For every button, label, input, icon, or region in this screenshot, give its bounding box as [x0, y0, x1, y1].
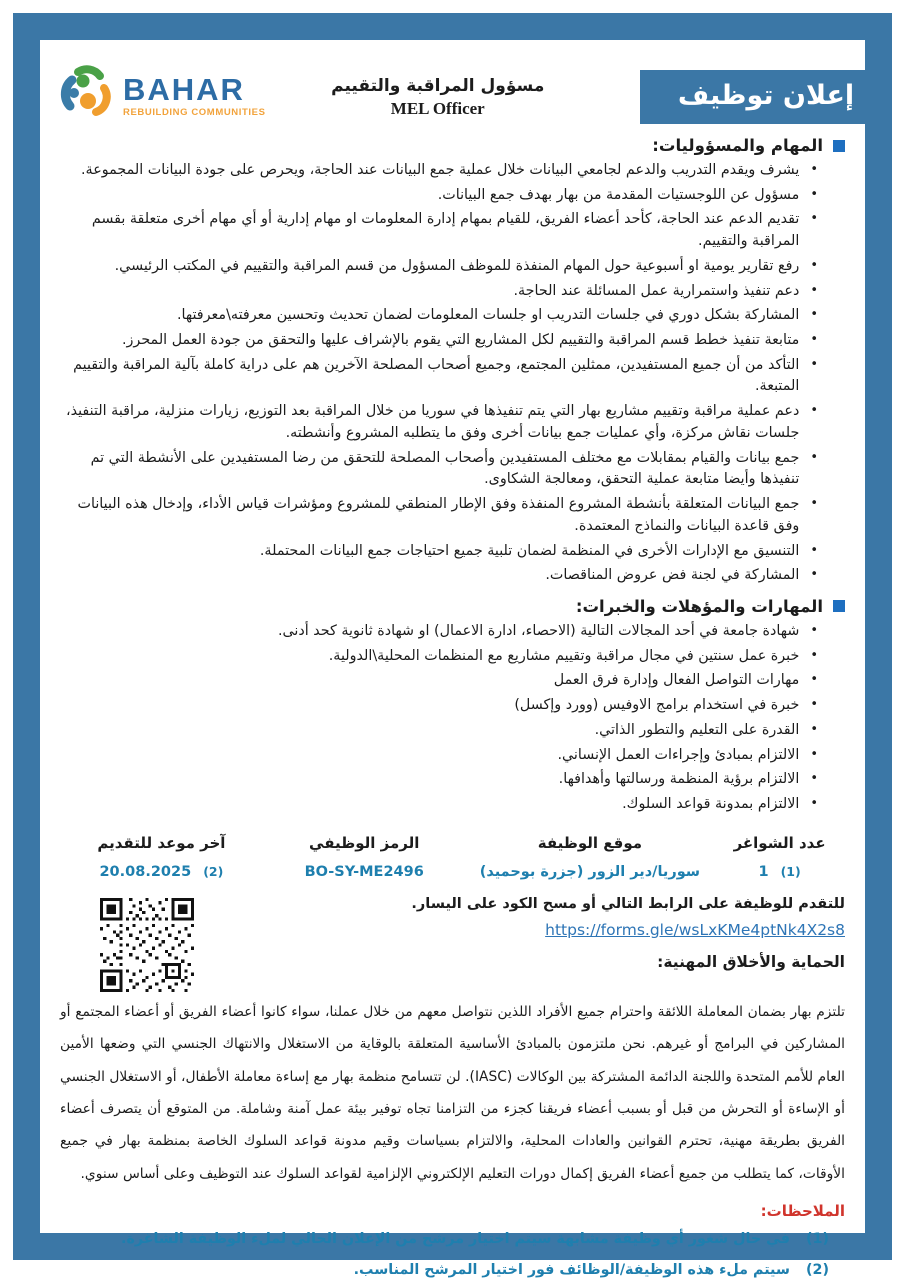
list-item: • تقديم الدعم عند الحاجة، كأحد أعضاء الفريق، للقيام بمهام إدارة المعلومات او مهام إدارية أو أي مهام أخرى متعلقة بقسم المراقبة والتقييم.	[60, 209, 845, 252]
banner-label: إعلان توظيف	[677, 79, 855, 111]
notes-section	[60, 1202, 845, 1281]
responsibilities-heading: المهام والمسؤوليات:	[652, 136, 823, 155]
bullet-icon: •	[810, 186, 818, 202]
qr-code	[100, 898, 194, 992]
list-item: • مسؤول عن اللوجستيات المقدمة من بهار بهدف جمع البيانات.	[60, 185, 845, 207]
footnote-ref: (2)	[805, 1261, 829, 1278]
bullet-icon: •	[810, 162, 818, 177]
bullet-icon: •	[810, 211, 818, 227]
table-header-deadline: آخر موعد للتقديم	[97, 833, 226, 852]
table-value-job-code: BO-SY-ME2496	[304, 863, 424, 880]
skills-heading: المهارات والمؤهلات والخبرات:	[575, 596, 823, 616]
bullet-icon: •	[810, 257, 818, 273]
bullet-icon: •	[810, 697, 818, 713]
list-item: • خبرة في استخدام برامج الاوفيس (وورد وإكسل)	[60, 695, 845, 717]
list-item: • دعم تنفيذ واستمرارية عمل المسائلة عند الحاجة.	[60, 281, 845, 303]
bullet-icon: •	[810, 282, 818, 298]
apply-instruction: للتقدم للوظيفة على الرابط التالي أو مسح الكود على اليسار.	[411, 895, 845, 912]
bullet-icon: •	[810, 567, 818, 583]
logo-name: BAHAR	[123, 72, 245, 107]
notes-heading: الملاحظات:	[760, 1202, 845, 1221]
responsibilities-list	[60, 160, 845, 587]
list-item: • متابعة تنفيذ خطط قسم المراقبة والتقييم لكل المشاريع التي يقوم بالإشراف عليها والتحقق من جودة العمل المحرز.	[60, 330, 845, 352]
list-item: • جمع البيانات المتعلقة بأنشطة المشروع المنفذة وفق الإطار المنطقي للمشروع ومؤشرات قياس الأداء، وإدخال هذه البيانات وفق قاعدة البيانات والنماذج المعتمدة.	[60, 494, 845, 537]
job-title-arabic: مسؤول المراقبة والتقييم	[331, 76, 545, 96]
note-item: (2) سيتم ملء هذه الوظيفة/الوظائف فور اختيار المرشح المناسب.	[60, 1260, 845, 1281]
job-title-english: MEL Officer	[390, 99, 485, 118]
list-item: • مهارات التواصل الفعال وإدارة فرق العمل	[60, 670, 845, 692]
list-item: • الالتزام بمدونة قواعد السلوك.	[60, 794, 845, 816]
table-value-location: سوريا/دير الزور (جزرة بوحميد)	[479, 863, 701, 880]
bullet-icon: •	[810, 622, 818, 638]
bullet-icon: •	[810, 332, 818, 348]
list-item: • شهادة جامعة في أحد المجالات التالية (الاحصاء، ادارة الاعمال) او شهادة ثانوية كحد أدنى.	[60, 621, 845, 643]
table-header-vacancies: عدد الشواغر	[733, 833, 826, 852]
bullet-icon: •	[810, 307, 818, 323]
list-item: • المشاركة في لجنة فض عروض المناقصات.	[60, 565, 845, 587]
job-summary-table	[60, 834, 845, 880]
table-value-vacancies: (1) 1	[758, 863, 801, 880]
blue-square-bullet-icon	[833, 140, 845, 152]
apply-section	[60, 896, 845, 992]
bullet-icon: •	[810, 403, 818, 419]
list-item: • التأكد من أن جميع المستفيدين، ممثلين المجتمع، وجميع أصحاب المصلحة الآخرين هم على دراية كاملة بآلية المراقبة والتقييم المتبعة.	[60, 355, 845, 398]
job-title-block	[266, 64, 610, 119]
note-item: (1) في حال شغور أي وظيفة مشابهة سيتم اختيار مرشح من الإعلان الحالي لملء الوظيفة الشاغرة.	[60, 1229, 845, 1250]
protection-heading: الحماية والأخلاق المهنية:	[657, 952, 845, 971]
bullet-icon: •	[810, 672, 818, 688]
bullet-icon: •	[810, 496, 818, 512]
list-item: • يشرف ويقدم التدريب والدعم لجامعي البيانات خلال عملية جمع البيانات عند الحاجة، ويحرص على جودة البيانات المجموعة.	[60, 160, 845, 182]
bullet-icon: •	[810, 771, 818, 787]
list-item: • الالتزام بمبادئ وإجراءات العمل الإنساني.	[60, 745, 845, 767]
list-item: • القدرة على التعليم والتطور الذاتي.	[60, 720, 845, 742]
bullet-icon: •	[810, 721, 818, 737]
bullet-icon: •	[810, 746, 818, 762]
bahar-swirl-icon	[60, 66, 116, 126]
footnote-ref: (1)	[780, 863, 801, 879]
table-header-job-code: الرمز الوظيفي	[309, 833, 420, 852]
logo-wordmark	[123, 74, 266, 118]
list-item: • رفع تقارير يومية او أسبوعية حول المهام المنفذة للموظف المسؤول من قسم المراقبة والتقييم في المكتب الرئيسي.	[60, 256, 845, 278]
section-heading-responsibilities	[60, 136, 845, 155]
protection-paragraph: تلتزم بهار بضمان المعاملة اللائقة واحترام جميع الأفراد اللذين نتواصل معهم من خلال عملنا، سواء كانوا أعضاء الفريق أو أعضاء المجتمع أو المشاركين في البرامج أو غيرهم. نحن ملتزمون بالمبادئ الأساسية المتعلقة بالوقاية من الاستغلال والانتهاك الجنسي التي وضعها الأمين العام للأمم المتحدة واللجنة الدائمة المشتركة بين الوكالات (IASC). لن تتسامح منظمة بهار مع إساءة معاملة الأطفال، أو الاستغلال الجنسي أو الإساءة أو التحرش من قبل أو بسبب أعضاء فريقنا كجزء من التزامنا تجاه توفير بيئة عمل آمنة وشاملة. من المتوقع أن يتصرف أعضاء الفريق بطريقة مهنية، تحترم القوانين والعادات المحلية، والالتزام بسياسات وقيم مدونة قواعد السلوك الخاصة بمنظمة بهار في جميع الأوقات، كما يتطلب من جميع أعضاء الفريق إكمال دورات التعليم الإلكتروني الإلزامية لقواعد السلوك عند التوظيف وعلى أساس سنوي.	[60, 1003, 845, 1182]
bullet-icon: •	[810, 449, 818, 465]
blue-square-bullet-icon	[833, 600, 845, 612]
footnote-ref: (2)	[203, 863, 224, 879]
header	[60, 64, 845, 126]
list-item: • خبرة عمل سنتين في مجال مراقبة وتقييم مشاريع مع المنظمات المحلية\الدولية.	[60, 646, 845, 668]
footnote-ref: (1)	[805, 1231, 829, 1248]
list-item: • دعم عملية مراقبة وتقييم مشاريع بهار التي يتم تنفيذها في سوريا من خلال المراقبة بعد التوزيع، زيارات منزلية، مراقبة التنفيذ، جلسات نقاش مركزة، وأي عمليات جمع بيانات أخرى وفق ما يتطلبه المشروع وأنشطته.	[60, 401, 845, 444]
bullet-icon: •	[810, 542, 818, 558]
table-header-location: موقع الوظيفة	[537, 833, 643, 852]
list-item: • التنسيق مع الإدارات الأخرى في المنظمة لضمان تلبية جميع احتياجات جمع البيانات المحتملة.	[60, 541, 845, 563]
table-value-deadline: (2) 20.08.2025	[99, 863, 224, 880]
bullet-icon: •	[810, 795, 818, 811]
list-item: • جمع بيانات والقيام بمقابلات مع مختلف المستفيدين وأصحاب المصلحة للتحقق من رضا المستفيدين على الأنشطة التي تم تنفيذها وأيضا متابعة عملية التحقق، ومعالجة الشكاوى.	[60, 448, 845, 491]
list-item: • الالتزام برؤية المنظمة ورسالتها وأهدافها.	[60, 769, 845, 791]
organization-logo	[60, 64, 266, 126]
list-item: • المشاركة بشكل دوري في جلسات التدريب او جلسات المعلومات لضمان تحديث وتحسين معرفته\معرفتها.	[60, 305, 845, 327]
logo-tagline: REBUILDING COMMUNITIES	[123, 107, 266, 118]
section-heading-skills	[60, 597, 845, 616]
skills-list	[60, 621, 845, 816]
application-form-link[interactable]: https://forms.gle/wsLxKMe4ptNk4X2s8	[545, 920, 845, 939]
bullet-icon: •	[810, 647, 818, 663]
bullet-icon: •	[810, 356, 818, 372]
